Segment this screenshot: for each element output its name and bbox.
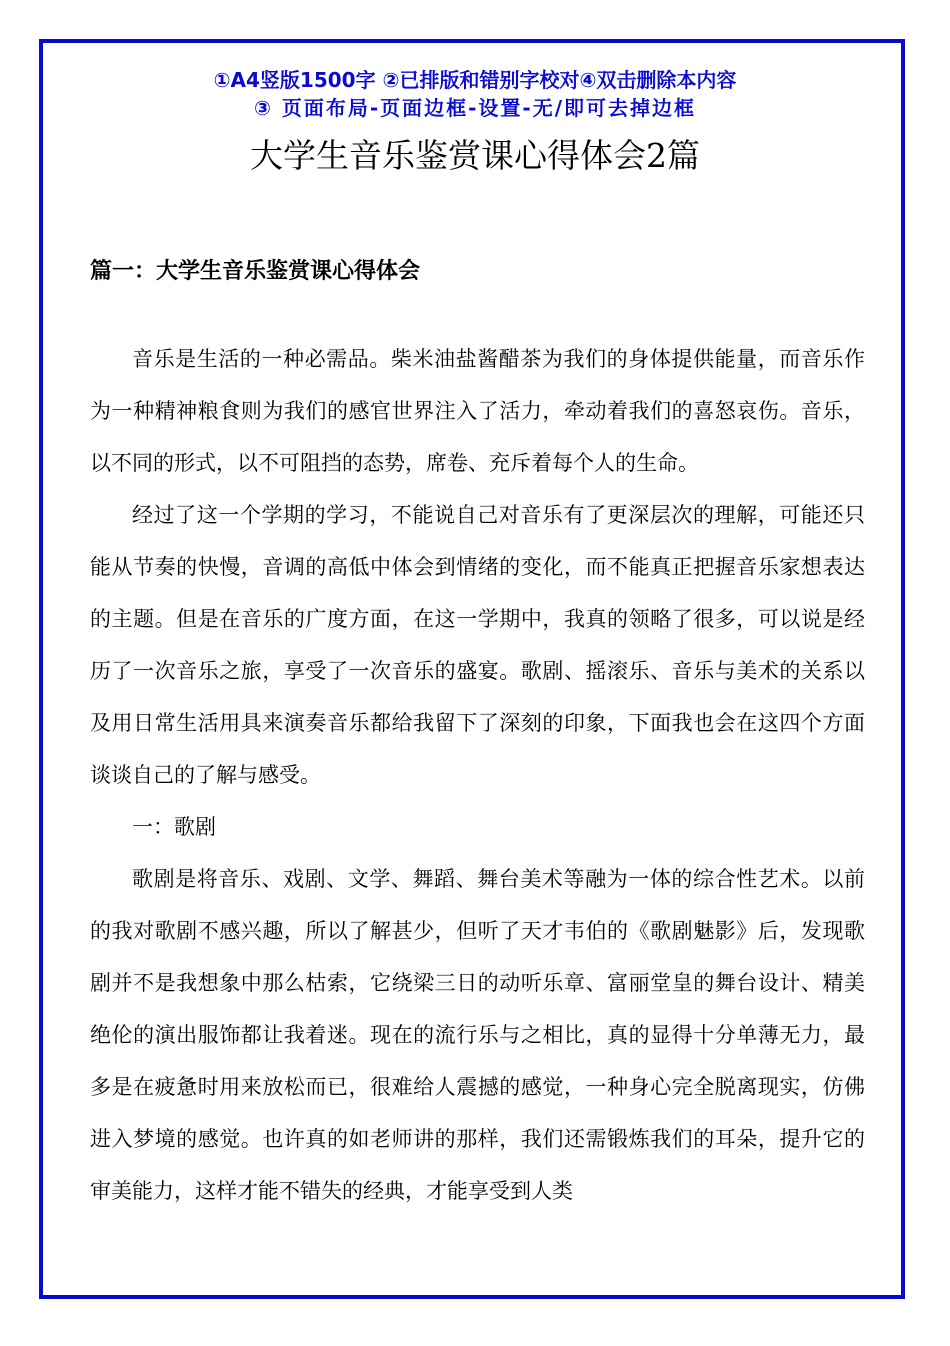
- document-body: [90, 333, 865, 1217]
- notice-line-1: ①A4竖版1500字 ②已排版和错别字校对④双击删除本内容: [213, 68, 737, 92]
- section-heading: 篇一：大学生音乐鉴赏课心得体会: [90, 259, 421, 284]
- document-title: 大学生音乐鉴赏课心得体会2篇: [250, 136, 700, 175]
- paragraph-intro: 音乐是生活的一种必需品。柴米油盐酱醋茶为我们的身体提供能量，而音乐作为一种精神粮食则为我们的感官世界注入了活力，牵动着我们的喜怒哀伤。音乐，以不同的形式，以不可阻挡的态势，席卷、充斥着每个人的生命。: [90, 347, 865, 475]
- paragraph-semester: 经过了这一个学期的学习，不能说自己对音乐有了更深层次的理解，可能还只能从节奏的快慢，音调的高低中体会到情绪的变化，而不能真正把握音乐家想表达的主题。但是在音乐的广度方面，在这一学期中，我真的领略了很多，可以说是经历了一次音乐之旅，享受了一次音乐的盛宴。歌剧、摇滚乐、音乐与美术的关系以及用日常生活用具来演奏音乐都给我留下了深刻的印象，下面我也会在这四个方面谈谈自己的了解与感受。: [90, 503, 865, 787]
- subheading-opera: 一：歌剧: [132, 815, 216, 839]
- paragraph-opera: 歌剧是将音乐、戏剧、文学、舞蹈、舞台美术等融为一体的综合性艺术。以前的我对歌剧不感兴趣，所以了解甚少，但听了天才韦伯的《歌剧魅影》后，发现歌剧并不是我想象中那么枯索，它绕梁三日的动听乐章、富丽堂皇的舞台设计、精美绝伦的演出服饰都让我着迷。现在的流行乐与之相比，真的显得十分单薄无力，最多是在疲惫时用来放松而已，很难给人震撼的感觉，一种身心完全脱离现实，仿佛进入梦境的感觉。也许真的如老师讲的那样，我们还需锻炼我们的耳朵，提升它的审美能力，这样才能不错失的经典，才能享受到人类: [90, 867, 865, 1203]
- notice-line-2: ③ 页面布局-页面边框-设置-无/即可去掉边框: [253, 96, 697, 120]
